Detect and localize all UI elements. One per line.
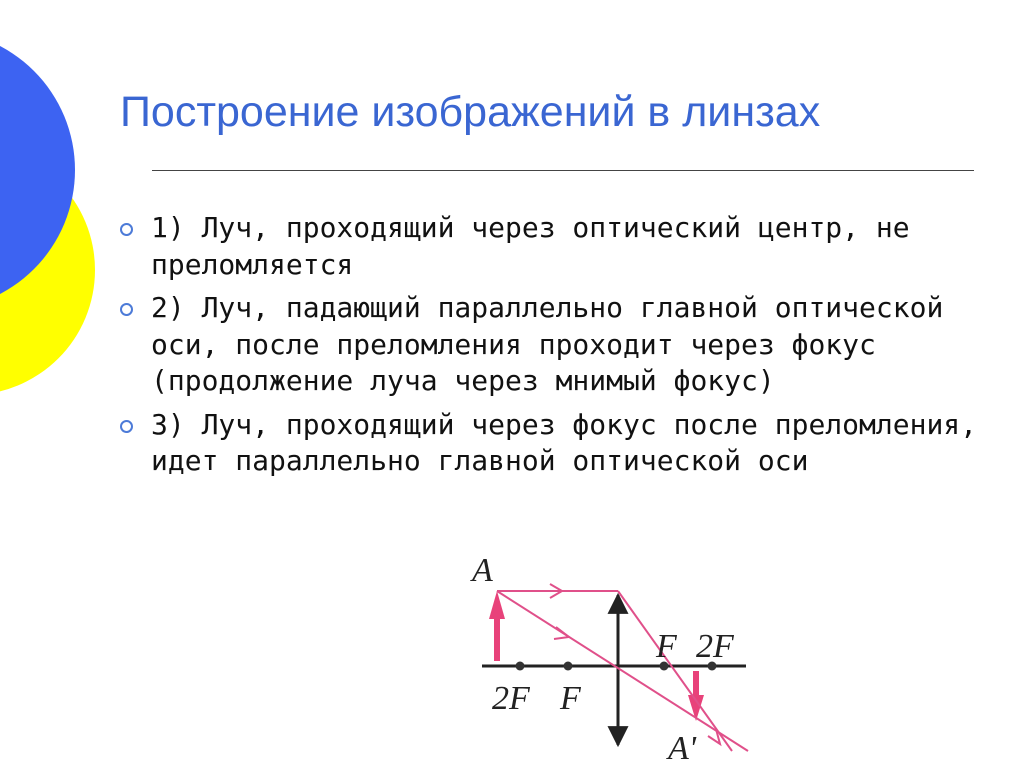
bullet-circle-icon — [120, 223, 133, 236]
bullet-list — [120, 210, 1010, 487]
bullet-text: 3) Луч, проходящий через фокус после преломления, идет параллельно главной оптической оси — [151, 407, 978, 477]
ray-refracted-through-focus — [618, 591, 732, 751]
ray-through-center — [497, 591, 748, 751]
label-2focus-right: 2F — [696, 628, 734, 665]
label-2focus-left: 2F — [492, 680, 530, 717]
lens-ray-diagram — [470, 555, 760, 767]
label-object-a: A — [472, 555, 493, 589]
slide-title: Построение изображений в линзах — [120, 88, 821, 136]
focus-point-f-left — [564, 662, 573, 671]
bullet-item-1 — [120, 210, 1010, 283]
bullet-text: 1) Луч, проходящий через оптический центр, не преломляется — [151, 211, 910, 281]
bullet-text: 2) Луч, падающий параллельно главной оптической оси, после преломления проходит через фокус (продолжение луча через мнимый фокус) — [151, 291, 944, 397]
bullet-item-2 — [120, 290, 1010, 400]
bullet-circle-icon — [120, 303, 133, 316]
label-focus-left: F — [560, 680, 581, 717]
bullet-circle-icon — [120, 420, 133, 433]
label-focus-right: F — [656, 628, 677, 665]
focus-point-2f-left — [516, 662, 525, 671]
title-divider — [152, 170, 974, 171]
bullet-item-3 — [120, 407, 1010, 480]
label-image-a-prime: A' — [668, 730, 697, 767]
